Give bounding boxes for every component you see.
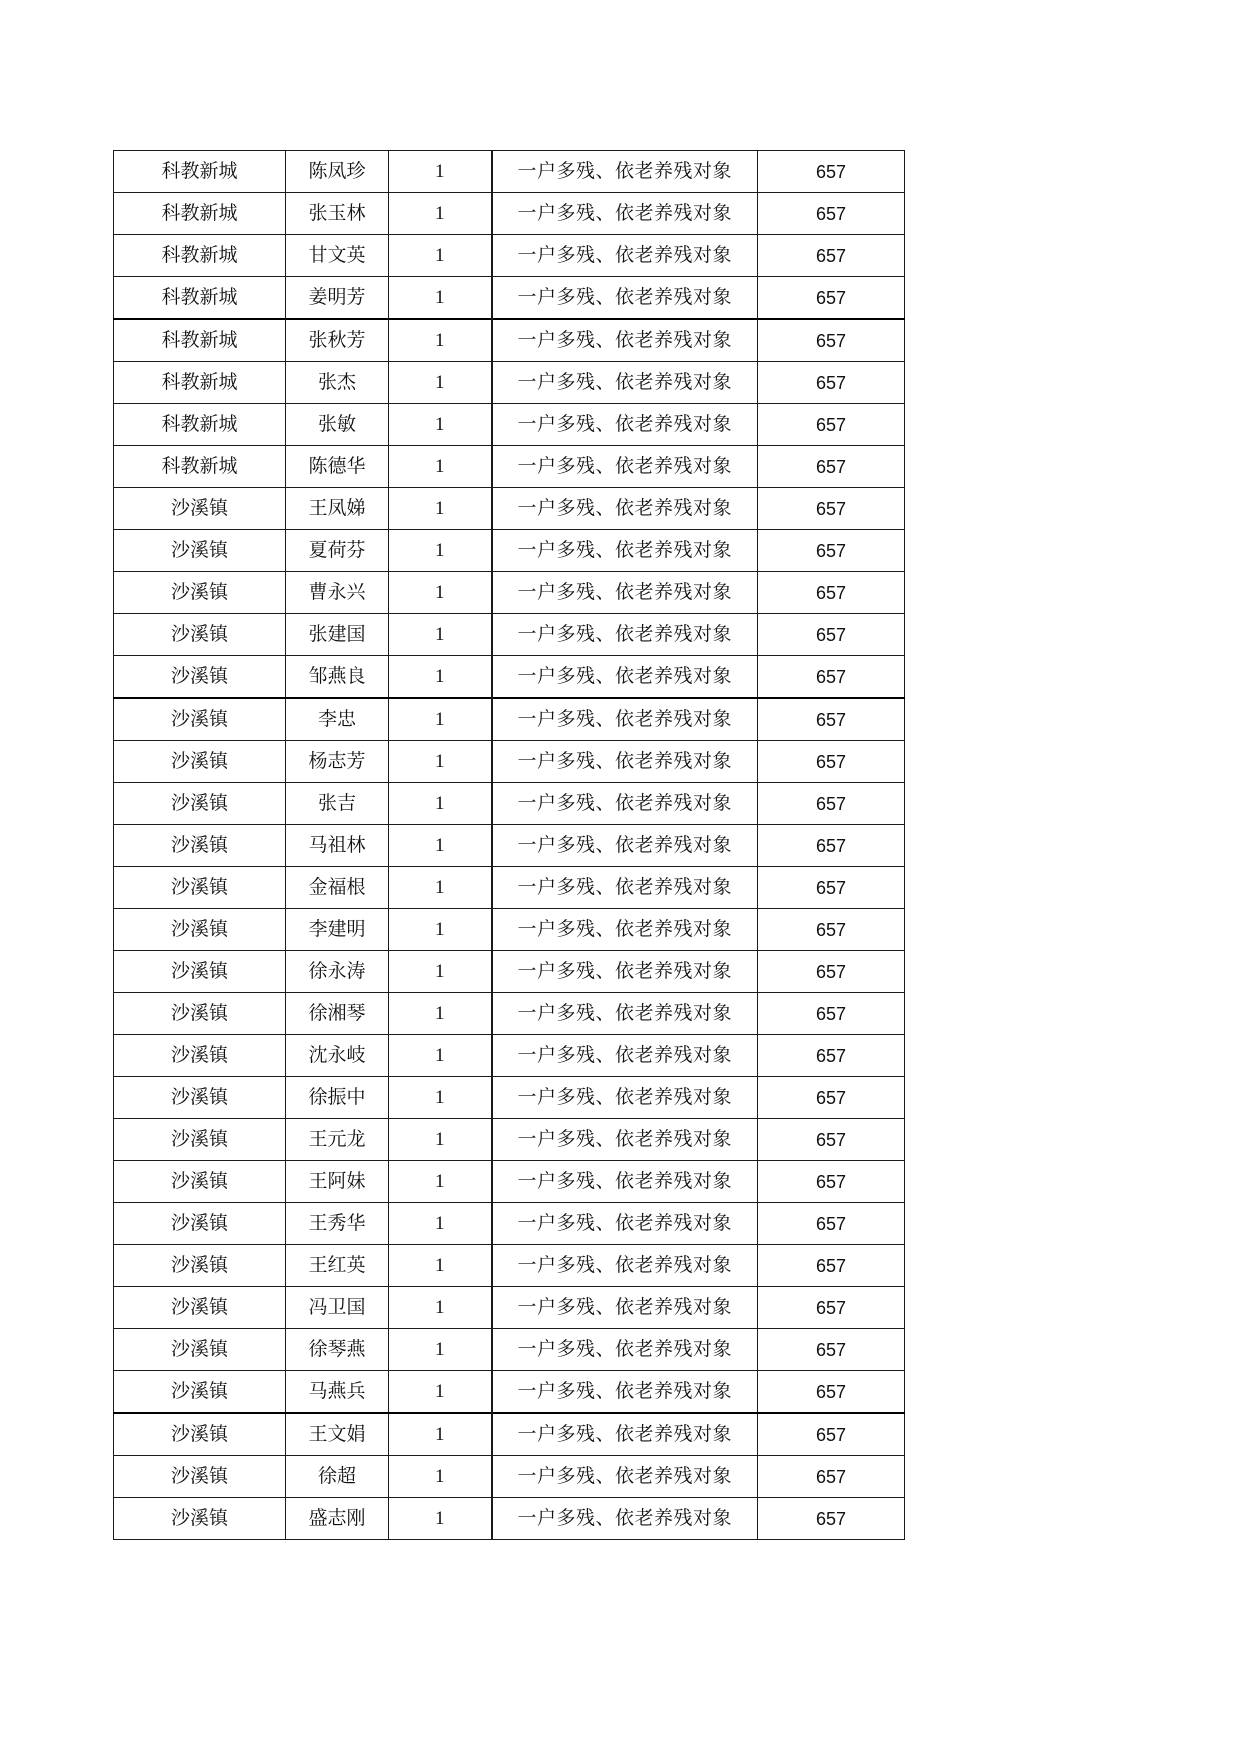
cell-amount: 657 [758, 277, 905, 320]
cell-type: 一户多残、依老养残对象 [492, 319, 758, 362]
cell-amount: 657 [758, 1161, 905, 1203]
cell-name: 王元龙 [286, 1119, 389, 1161]
cell-amount: 657 [758, 783, 905, 825]
cell-name: 冯卫国 [286, 1287, 389, 1329]
table-row [114, 1203, 905, 1245]
cell-amount: 657 [758, 235, 905, 277]
cell-area: 沙溪镇 [114, 867, 286, 909]
cell-area: 科教新城 [114, 362, 286, 404]
cell-count: 1 [389, 277, 492, 320]
cell-area: 沙溪镇 [114, 951, 286, 993]
cell-area: 沙溪镇 [114, 572, 286, 614]
cell-amount: 657 [758, 362, 905, 404]
cell-type: 一户多残、依老养残对象 [492, 1287, 758, 1329]
table-row [114, 867, 905, 909]
cell-area: 科教新城 [114, 151, 286, 193]
cell-amount: 657 [758, 1329, 905, 1371]
cell-count: 1 [389, 867, 492, 909]
cell-count: 1 [389, 1245, 492, 1287]
cell-type: 一户多残、依老养残对象 [492, 951, 758, 993]
cell-amount: 657 [758, 656, 905, 699]
cell-name: 邹燕良 [286, 656, 389, 699]
cell-area: 沙溪镇 [114, 1371, 286, 1414]
cell-count: 1 [389, 741, 492, 783]
cell-type: 一户多残、依老养残对象 [492, 1456, 758, 1498]
cell-amount: 657 [758, 1245, 905, 1287]
cell-area: 沙溪镇 [114, 530, 286, 572]
cell-count: 1 [389, 319, 492, 362]
cell-name: 夏荷芬 [286, 530, 389, 572]
cell-name: 盛志刚 [286, 1498, 389, 1540]
cell-name: 徐振中 [286, 1077, 389, 1119]
cell-count: 1 [389, 530, 492, 572]
table-row [114, 783, 905, 825]
cell-name: 曹永兴 [286, 572, 389, 614]
cell-type: 一户多残、依老养残对象 [492, 530, 758, 572]
cell-count: 1 [389, 151, 492, 193]
table-row [114, 151, 905, 193]
table-row [114, 1161, 905, 1203]
cell-area: 沙溪镇 [114, 614, 286, 656]
cell-name: 王秀华 [286, 1203, 389, 1245]
cell-type: 一户多残、依老养残对象 [492, 1498, 758, 1540]
cell-name: 张敏 [286, 404, 389, 446]
cell-type: 一户多残、依老养残对象 [492, 277, 758, 320]
cell-amount: 657 [758, 1413, 905, 1456]
table-body [114, 151, 905, 1540]
cell-amount: 657 [758, 741, 905, 783]
table-row [114, 193, 905, 235]
cell-count: 1 [389, 656, 492, 699]
cell-name: 马燕兵 [286, 1371, 389, 1414]
cell-count: 1 [389, 993, 492, 1035]
cell-area: 沙溪镇 [114, 993, 286, 1035]
cell-area: 沙溪镇 [114, 1245, 286, 1287]
cell-name: 张建国 [286, 614, 389, 656]
cell-area: 沙溪镇 [114, 825, 286, 867]
cell-count: 1 [389, 909, 492, 951]
cell-amount: 657 [758, 867, 905, 909]
cell-count: 1 [389, 1371, 492, 1414]
beneficiary-table [113, 150, 905, 1540]
table-row [114, 488, 905, 530]
cell-type: 一户多残、依老养残对象 [492, 1329, 758, 1371]
cell-count: 1 [389, 614, 492, 656]
cell-count: 1 [389, 446, 492, 488]
cell-area: 科教新城 [114, 235, 286, 277]
table-row [114, 446, 905, 488]
cell-count: 1 [389, 1498, 492, 1540]
cell-amount: 657 [758, 614, 905, 656]
cell-type: 一户多残、依老养残对象 [492, 1245, 758, 1287]
cell-type: 一户多残、依老养残对象 [492, 1035, 758, 1077]
cell-type: 一户多残、依老养残对象 [492, 404, 758, 446]
table-row [114, 1035, 905, 1077]
cell-type: 一户多残、依老养残对象 [492, 1413, 758, 1456]
cell-amount: 657 [758, 193, 905, 235]
cell-area: 沙溪镇 [114, 488, 286, 530]
cell-type: 一户多残、依老养残对象 [492, 909, 758, 951]
cell-count: 1 [389, 488, 492, 530]
cell-type: 一户多残、依老养残对象 [492, 572, 758, 614]
table-row [114, 1245, 905, 1287]
cell-count: 1 [389, 404, 492, 446]
cell-name: 徐超 [286, 1456, 389, 1498]
cell-count: 1 [389, 193, 492, 235]
table-row [114, 656, 905, 699]
cell-amount: 657 [758, 951, 905, 993]
table-row [114, 1371, 905, 1414]
cell-count: 1 [389, 1456, 492, 1498]
cell-amount: 657 [758, 698, 905, 741]
cell-name: 金福根 [286, 867, 389, 909]
cell-amount: 657 [758, 1119, 905, 1161]
table-row [114, 1287, 905, 1329]
cell-name: 张杰 [286, 362, 389, 404]
cell-type: 一户多残、依老养残对象 [492, 446, 758, 488]
table-row [114, 235, 905, 277]
cell-name: 杨志芳 [286, 741, 389, 783]
cell-name: 姜明芳 [286, 277, 389, 320]
cell-amount: 657 [758, 572, 905, 614]
cell-amount: 657 [758, 488, 905, 530]
cell-count: 1 [389, 1161, 492, 1203]
cell-type: 一户多残、依老养残对象 [492, 1119, 758, 1161]
cell-amount: 657 [758, 1203, 905, 1245]
cell-name: 张玉林 [286, 193, 389, 235]
cell-type: 一户多残、依老养残对象 [492, 825, 758, 867]
cell-count: 1 [389, 1035, 492, 1077]
cell-type: 一户多残、依老养残对象 [492, 151, 758, 193]
table-row [114, 1498, 905, 1540]
cell-amount: 657 [758, 530, 905, 572]
cell-area: 沙溪镇 [114, 1077, 286, 1119]
cell-type: 一户多残、依老养残对象 [492, 741, 758, 783]
cell-area: 沙溪镇 [114, 1413, 286, 1456]
table-row [114, 993, 905, 1035]
cell-name: 张秋芳 [286, 319, 389, 362]
cell-name: 徐永涛 [286, 951, 389, 993]
cell-amount: 657 [758, 993, 905, 1035]
cell-name: 徐琴燕 [286, 1329, 389, 1371]
cell-area: 科教新城 [114, 404, 286, 446]
cell-area: 沙溪镇 [114, 1119, 286, 1161]
cell-area: 沙溪镇 [114, 783, 286, 825]
cell-count: 1 [389, 1203, 492, 1245]
cell-amount: 657 [758, 151, 905, 193]
table-row [114, 1413, 905, 1456]
cell-count: 1 [389, 825, 492, 867]
cell-name: 陈凤珍 [286, 151, 389, 193]
table-row [114, 1456, 905, 1498]
cell-name: 王凤娣 [286, 488, 389, 530]
cell-name: 王阿妹 [286, 1161, 389, 1203]
table-row [114, 909, 905, 951]
cell-type: 一户多残、依老养残对象 [492, 867, 758, 909]
table-row [114, 698, 905, 741]
cell-type: 一户多残、依老养残对象 [492, 656, 758, 699]
table-row [114, 1119, 905, 1161]
cell-name: 王文娟 [286, 1413, 389, 1456]
cell-area: 沙溪镇 [114, 741, 286, 783]
cell-type: 一户多残、依老养残对象 [492, 698, 758, 741]
cell-amount: 657 [758, 319, 905, 362]
cell-area: 沙溪镇 [114, 698, 286, 741]
cell-type: 一户多残、依老养残对象 [492, 193, 758, 235]
table-row [114, 319, 905, 362]
cell-count: 1 [389, 1077, 492, 1119]
cell-name: 马祖林 [286, 825, 389, 867]
cell-type: 一户多残、依老养残对象 [492, 993, 758, 1035]
cell-type: 一户多残、依老养残对象 [492, 488, 758, 530]
table-row [114, 362, 905, 404]
cell-amount: 657 [758, 825, 905, 867]
cell-name: 李建明 [286, 909, 389, 951]
cell-count: 1 [389, 698, 492, 741]
cell-type: 一户多残、依老养残对象 [492, 1077, 758, 1119]
cell-amount: 657 [758, 1077, 905, 1119]
cell-area: 沙溪镇 [114, 1456, 286, 1498]
cell-name: 徐湘琴 [286, 993, 389, 1035]
cell-area: 科教新城 [114, 446, 286, 488]
cell-count: 1 [389, 1413, 492, 1456]
cell-amount: 657 [758, 446, 905, 488]
cell-count: 1 [389, 235, 492, 277]
cell-area: 科教新城 [114, 193, 286, 235]
cell-area: 沙溪镇 [114, 1203, 286, 1245]
table-row [114, 530, 905, 572]
table-row [114, 951, 905, 993]
cell-amount: 657 [758, 404, 905, 446]
cell-amount: 657 [758, 1371, 905, 1414]
cell-count: 1 [389, 1329, 492, 1371]
cell-amount: 657 [758, 1035, 905, 1077]
cell-area: 沙溪镇 [114, 1161, 286, 1203]
cell-area: 沙溪镇 [114, 1329, 286, 1371]
table-row [114, 572, 905, 614]
cell-count: 1 [389, 1119, 492, 1161]
cell-type: 一户多残、依老养残对象 [492, 235, 758, 277]
cell-area: 沙溪镇 [114, 1035, 286, 1077]
cell-name: 沈永岐 [286, 1035, 389, 1077]
cell-type: 一户多残、依老养残对象 [492, 783, 758, 825]
cell-amount: 657 [758, 1287, 905, 1329]
cell-count: 1 [389, 1287, 492, 1329]
table-row [114, 277, 905, 320]
cell-area: 科教新城 [114, 319, 286, 362]
cell-type: 一户多残、依老养残对象 [492, 1371, 758, 1414]
cell-name: 王红英 [286, 1245, 389, 1287]
cell-type: 一户多残、依老养残对象 [492, 1203, 758, 1245]
table-row [114, 741, 905, 783]
cell-count: 1 [389, 572, 492, 614]
cell-amount: 657 [758, 909, 905, 951]
cell-area: 科教新城 [114, 277, 286, 320]
table-row [114, 1329, 905, 1371]
cell-amount: 657 [758, 1456, 905, 1498]
cell-name: 李忠 [286, 698, 389, 741]
table-row [114, 614, 905, 656]
table-row [114, 1077, 905, 1119]
cell-area: 沙溪镇 [114, 1287, 286, 1329]
cell-area: 沙溪镇 [114, 1498, 286, 1540]
cell-area: 沙溪镇 [114, 656, 286, 699]
cell-area: 沙溪镇 [114, 909, 286, 951]
cell-name: 张吉 [286, 783, 389, 825]
cell-type: 一户多残、依老养残对象 [492, 614, 758, 656]
cell-type: 一户多残、依老养残对象 [492, 362, 758, 404]
cell-name: 陈德华 [286, 446, 389, 488]
cell-name: 甘文英 [286, 235, 389, 277]
cell-type: 一户多残、依老养残对象 [492, 1161, 758, 1203]
cell-count: 1 [389, 951, 492, 993]
table-row [114, 825, 905, 867]
cell-count: 1 [389, 783, 492, 825]
cell-count: 1 [389, 362, 492, 404]
cell-amount: 657 [758, 1498, 905, 1540]
table-row [114, 404, 905, 446]
